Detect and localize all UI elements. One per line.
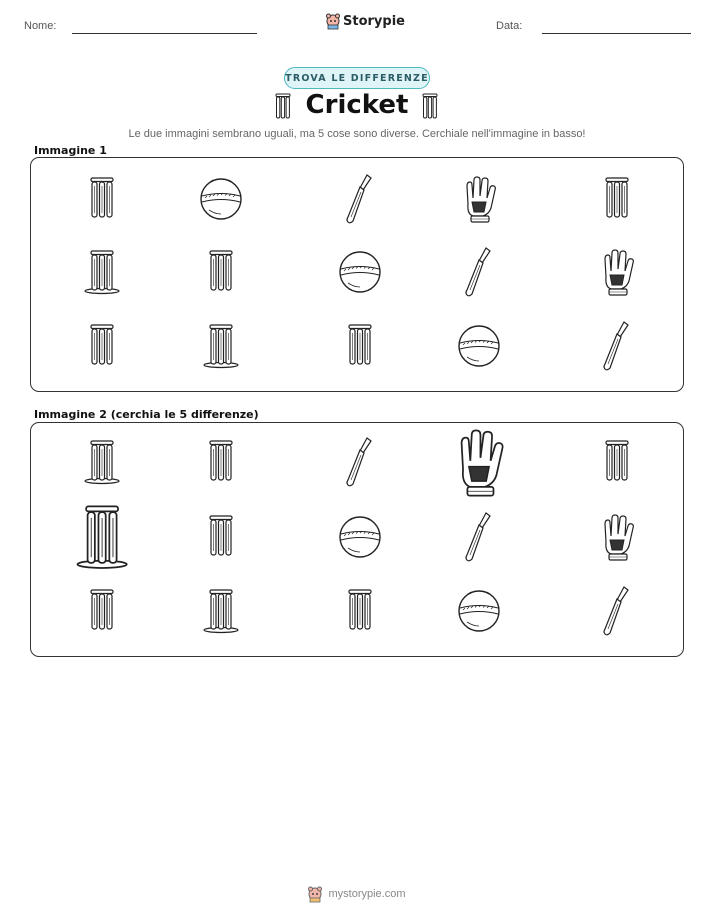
image2-label: Immagine 2 (cerchia le 5 differenze) — [34, 408, 259, 421]
image2-wicket-icon[interactable] — [76, 502, 128, 572]
image2-wicket-icon[interactable] — [342, 587, 378, 635]
image1-label: Immagine 1 — [34, 144, 107, 157]
image1-wicket-icon[interactable] — [84, 322, 120, 370]
name-label: Nome: — [24, 20, 57, 32]
image2-glove-icon[interactable] — [597, 512, 637, 562]
image1-bat-icon[interactable] — [602, 320, 632, 372]
instructions: Le due immagini sembrano uguali, ma 5 cose sono diverse. Cerchiale nell'immagine in basso! — [128, 128, 586, 140]
image2-wicket-icon[interactable] — [203, 587, 239, 635]
storypie-mascot-icon — [308, 886, 322, 902]
image1-ball-icon[interactable] — [199, 177, 243, 221]
image1-bat-icon[interactable] — [345, 173, 375, 225]
date-label: Data: — [496, 20, 523, 32]
image1-glove-icon[interactable] — [459, 174, 499, 224]
page-title: Cricket — [305, 90, 409, 120]
storypie-mascot-icon — [326, 13, 340, 29]
image1-wicket-icon[interactable] — [84, 248, 120, 296]
image2-bat-icon[interactable] — [464, 511, 494, 563]
image2-ball-icon[interactable] — [338, 515, 382, 559]
name-line[interactable] — [72, 33, 257, 34]
image2-glove-icon[interactable] — [450, 426, 508, 499]
footer — [0, 886, 714, 902]
image2-wicket-icon[interactable] — [203, 438, 239, 486]
footer-url[interactable]: mystorypie.com — [328, 888, 406, 900]
image2-wicket-icon[interactable] — [203, 513, 239, 561]
image1-wicket-icon[interactable] — [84, 175, 120, 223]
image1-bat-icon[interactable] — [464, 246, 494, 298]
image1-ball-icon[interactable] — [457, 324, 501, 368]
image2-wicket-icon[interactable] — [84, 438, 120, 486]
image2-bat-icon[interactable] — [602, 585, 632, 637]
date-line[interactable] — [542, 33, 691, 34]
image1-wicket-icon[interactable] — [342, 322, 378, 370]
title-wicket-icon-right — [421, 92, 439, 120]
image1-glove-icon[interactable] — [597, 247, 637, 297]
image2-wicket-icon[interactable] — [599, 438, 635, 486]
brand-name: Storypie — [343, 13, 405, 29]
image1-wicket-icon[interactable] — [203, 248, 239, 296]
image2-ball-icon[interactable] — [457, 589, 501, 633]
storypie-logo — [326, 13, 405, 29]
image2-wicket-icon[interactable] — [84, 587, 120, 635]
image1-ball-icon[interactable] — [338, 250, 382, 294]
image1-wicket-icon[interactable] — [203, 322, 239, 370]
image2-bat-icon[interactable] — [345, 436, 375, 488]
activity-badge: TROVA LE DIFFERENZE — [284, 67, 430, 89]
image1-wicket-icon[interactable] — [599, 175, 635, 223]
